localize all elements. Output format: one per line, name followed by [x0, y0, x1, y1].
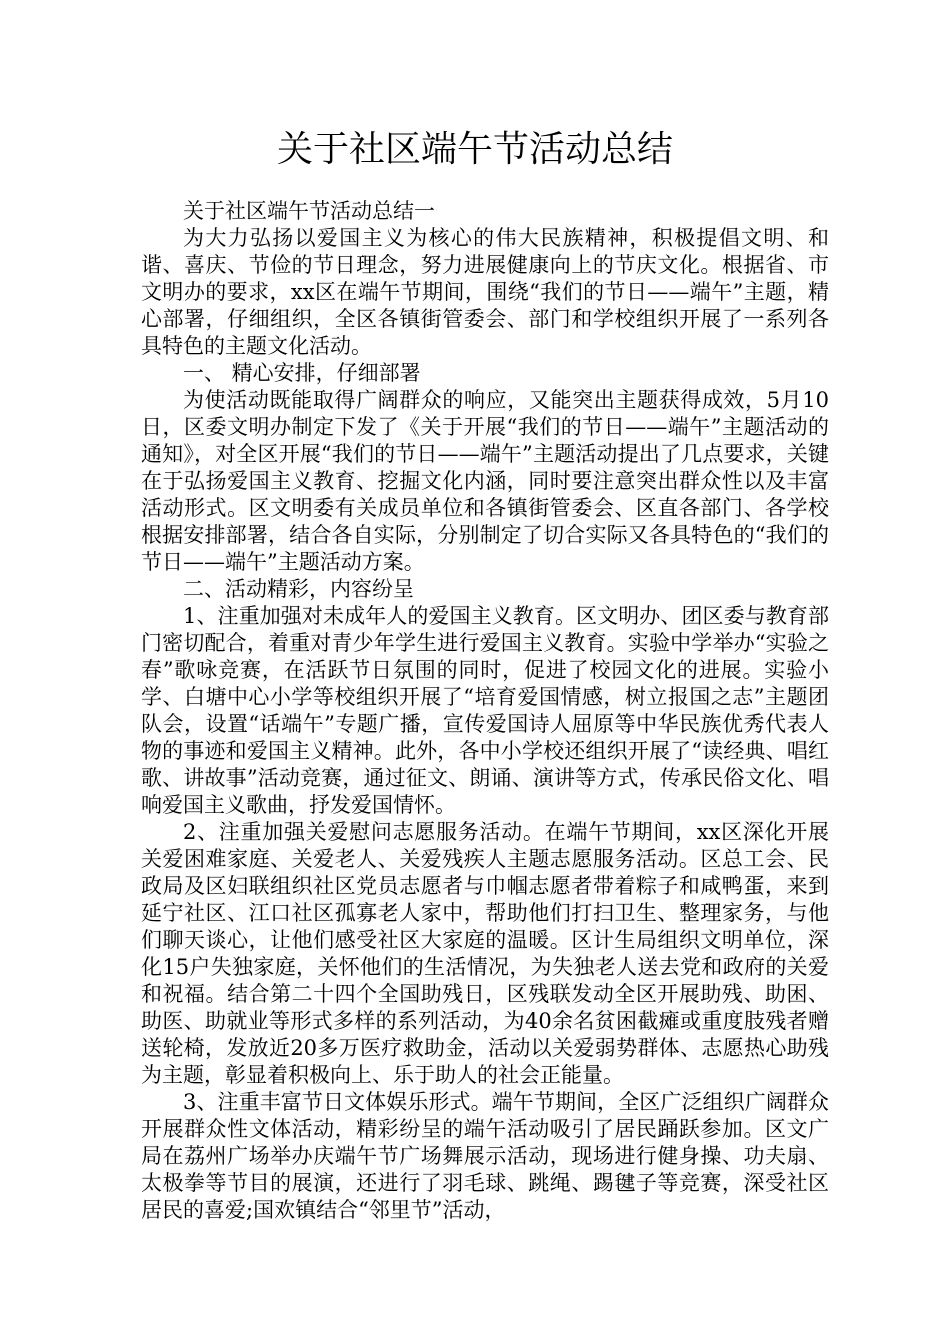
document-title: 关于社区端午节活动总结 — [276, 129, 673, 170]
paragraph-intro: 为大力弘扬以爱国主义为核心的伟大民族精神，积极提倡文明、和谐、喜庆、节俭的节日理念，努力进展健康向上的节庆文化。根据省、市文明办的要求，xx区在端午节期间，围绕“我们的节日——端午”主题，精心部署，仔细组织，全区各镇街管委会、部门和学校组织开展了一系列各具特色的主题文化活动。 — [141, 226, 829, 358]
paragraph-subtitle: 关于社区端午节活动总结一 — [183, 199, 435, 223]
section-heading-1: 一、 精心安排，仔细部署 — [183, 361, 421, 385]
section-heading-2: 二、活动精彩，内容纷呈 — [183, 577, 414, 601]
document-body — [141, 198, 829, 1224]
paragraph-item-1: 1、注重加强对未成年人的爱国主义教育。区文明办、团区委与教育部门密切配合，着重对青少年学生进行爱国主义教育。实验中学举办“实验之春”歌咏竞赛，在活跃节日氛围的同时，促进了校园文化的进展。实验小学、白塘中心小学等校组织开展了“培育爱国情感，树立报国之志”主题团队会，设置“话端午”专题广播，宣传爱国诗人屈原等中华民族优秀代表人物的事迹和爱国主义精神。此外，各中小学校还组织开展了“读经典、唱红歌、讲故事”活动竞赛，通过征文、朗诵、演讲等方式，传承民俗文化、唱响爱国主义歌曲，抒发爱国情怀。 — [141, 604, 829, 817]
paragraph-item-2: 2、注重加强关爱慰问志愿服务活动。在端午节期间，xx区深化开展关爱困难家庭、关爱老人、关爱残疾人主题志愿服务活动。区总工会、民政局及区妇联组织社区党员志愿者与巾帼志愿者带着粽子和咸鸭蛋，来到延宁社区、江口社区孤寡老人家中，帮助他们打扫卫生、整理家务，与他们聊天谈心，让他们感受社区大家庭的温暖。区计生局组织文明单位，深化15户失独家庭，关怀他们的生活情况，为失独老人送去党和政府的关爱和祝福。结合第二十四个全国助残日，区残联发动全区开展助残、助困、助医、助就业等形式多样的系列活动，为40余名贫困截瘫或重度肢残者赠送轮椅，发放近20多万医疗救助金，活动以关爱弱势群体、志愿热心助残为主题，彰显着积极向上、乐于助人的社会正能量。 — [141, 820, 829, 1087]
paragraph-section-1: 为使活动既能取得广阔群众的响应，又能突出主题获得成效，5月10日，区委文明办制定下发了《关于开展“我们的节日——端午”主题活动的通知》，对全区开展“我们的节日——端午”主题活动提出了几点要求，关键在于弘扬爱国主义教育、挖掘文化内涵，同时要注意突出群众性以及丰富活动形式。区文明委有关成员单位和各镇街管委会、区直各部门、各学校根据安排部署，结合各自实际，分别制定了切合实际又各具特色的“我们的节日——端午”主题活动方案。 — [141, 388, 829, 574]
paragraph-item-3: 3、注重丰富节日文体娱乐形式。端午节期间，全区广泛组织广阔群众开展群众性文体活动，精彩纷呈的端午活动吸引了居民踊跃参加。区文广局在荔州广场举办庆端午节广场舞展示活动，现场进行健身操、功夫扇、太极拳等节目的展演，还进行了羽毛球、跳绳、踢毽子等竞赛，深受社区居民的喜爱;国欢镇结合“邻里节”活动， — [141, 1090, 829, 1222]
